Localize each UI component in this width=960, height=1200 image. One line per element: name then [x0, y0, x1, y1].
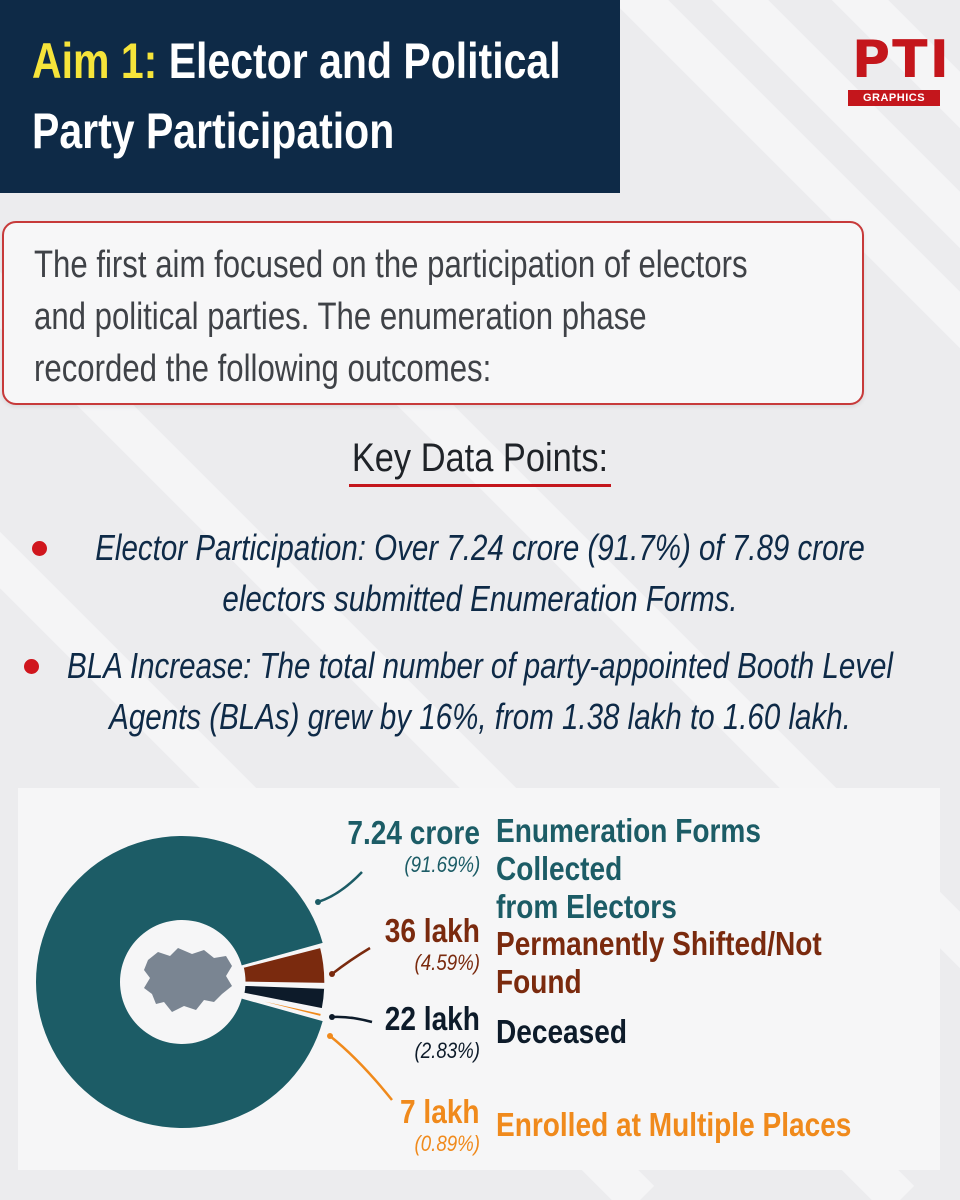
logo-badge: GRAPHICS [848, 90, 940, 106]
intro-line3: recorded the following outcomes: [34, 348, 492, 390]
slice-value-deceased: 22 lakh [384, 1000, 480, 1037]
bullet2-line1: BLA Increase: The total number of party-appointed Booth Level [67, 645, 893, 686]
title-line2: Party Participation [32, 103, 395, 159]
slice-label-deceased [300, 1000, 480, 1064]
red-dot-icon [24, 659, 39, 674]
slice-label-multiple [300, 1093, 480, 1157]
slice-name-shifted-line1: Permanently Shifted/Not Found [496, 925, 822, 1000]
logo-text: PTI [852, 30, 951, 90]
red-dot-icon [32, 541, 47, 556]
slice-percent-enumeration: (91.69%) [404, 852, 480, 877]
pointer-enumeration-head [315, 899, 321, 905]
slice-name-shifted [496, 925, 936, 1001]
bihar-map-icon [144, 948, 232, 1012]
bullet1-line2: electors submitted Enumeration Forms. [222, 578, 738, 619]
slice-name-multiple-line1: Enrolled at Multiple Places [496, 1106, 852, 1143]
intro-line1: The first aim focused on the participation of electors [34, 244, 748, 286]
title-aim-prefix: Aim 1: [32, 33, 158, 89]
slice-percent-deceased: (2.83%) [414, 1038, 480, 1063]
slice-name-multiple [496, 1106, 936, 1144]
key-data-heading-text: Key Data Points: [351, 436, 609, 480]
title-line1: Elector and Political [168, 33, 561, 89]
intro-line2: and political parties. The enumeration phase [34, 296, 647, 338]
slice-label-shifted [300, 912, 480, 976]
slice-percent-shifted: (4.59%) [414, 950, 480, 975]
bullet2-line2: Agents (BLAs) grew by 16%, from 1.38 lakh to 1.60 lakh. [109, 696, 851, 737]
slice-name-enumeration [496, 812, 936, 926]
slice-value-enumeration: 7.24 crore [347, 814, 480, 851]
slice-name-deceased-line1: Deceased [496, 1013, 627, 1050]
slice-percent-multiple: (0.89%) [414, 1131, 480, 1156]
slice-name-enumeration-line1: Enumeration Forms Collected [496, 812, 761, 887]
slice-value-multiple: 7 lakh [400, 1093, 480, 1130]
bullet1-line1: Elector Participation: Over 7.24 crore (91.7%) of 7.89 crore [95, 527, 865, 568]
slice-name-deceased [496, 1013, 936, 1051]
slice-value-shifted: 36 lakh [384, 912, 480, 949]
slice-label-enumeration [300, 814, 480, 878]
slice-name-enumeration-line2: from Electors [496, 888, 677, 925]
